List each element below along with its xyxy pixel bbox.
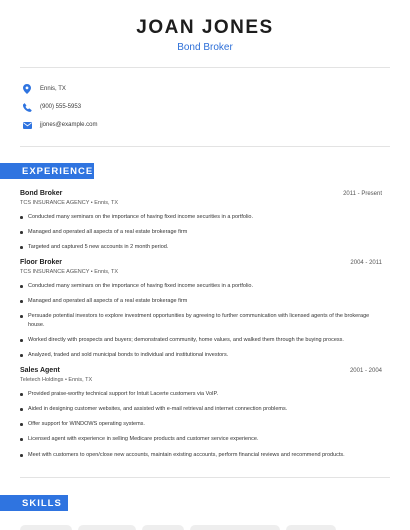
job-company-line — [20, 377, 92, 383]
map-pin-icon — [22, 84, 32, 94]
job-location: • Ennis, TX — [89, 200, 119, 206]
job-bullet: Aided in designing customer websites, and assisted with e-mail retrieval and internet connection problems. — [20, 405, 382, 414]
job-company: Teletech Holdings — [20, 377, 64, 383]
experience-divider — [20, 477, 390, 478]
job-company: TCS INSURANCE AGENCY — [20, 200, 90, 206]
job-bullet: Targeted and captured 5 new accounts in 2 month period. — [20, 243, 382, 252]
job-location: • Ennis, TX — [89, 269, 119, 275]
skill-pill — [142, 525, 184, 530]
job-bullet: Conducted many seminars on the importance of having fixed income securities in a portfolio. — [20, 282, 382, 291]
contact-phone-text: (900) 555-5953 — [40, 104, 82, 110]
job-dates: 2004 - 2011 — [350, 260, 382, 266]
skill-pill — [286, 525, 336, 530]
job-location: • Ennis, TX — [63, 377, 93, 383]
skill-pill — [20, 525, 72, 530]
job-bullet: Offer support for WINDOWS operating systems. — [20, 420, 382, 429]
contact-email-text: jjones@example.com — [40, 122, 98, 128]
job-company-line — [20, 200, 118, 206]
contact-email — [22, 118, 382, 132]
job-bullet: Conducted many seminars on the importance of having fixed income securities in a portfolio. — [20, 213, 382, 222]
phone-icon — [22, 102, 32, 112]
job-bullet: Managed and operated all aspects of a real estate brokerage firm — [20, 228, 382, 237]
contact-location-text: Ennis, TX — [40, 86, 66, 92]
header-divider — [20, 67, 390, 68]
job-bullet: Managed and operated all aspects of a real estate brokerage firm — [20, 297, 382, 306]
skill-pill — [78, 525, 136, 530]
job-bullet: Persuade potential investors to explore investment opportunities by agreeing to further communication with licensed agents of the brokerage house. — [20, 312, 382, 329]
contact-divider — [20, 146, 390, 147]
job-dates: 2001 - 2004 — [349, 368, 382, 374]
skill-pill — [190, 525, 280, 530]
job-title: Floor Broker — [20, 259, 63, 266]
job-title: Sales Agent — [20, 367, 60, 374]
candidate-name: JOAN JONES — [136, 17, 274, 38]
job-dates: 2011 - Present — [343, 191, 382, 197]
job-bullet: Analyzed, traded and sold municipal bonds to individual and institutional investors. — [20, 351, 382, 360]
contact-location — [22, 82, 382, 96]
job-bullet: Meet with customers to open/close new accounts, maintain existing accounts, perform financial reviews and recommend products. — [20, 451, 382, 460]
job-bullet: Licensed agent with experience in selling Medicare products and customer service experience. — [20, 435, 382, 444]
experience-heading: EXPERIENCE — [0, 163, 94, 179]
job-title: Bond Broker — [20, 190, 63, 197]
skills-heading: SKILLS — [0, 495, 68, 511]
job-company-line — [20, 269, 118, 275]
job-bullet: Provided praise-worthy technical support for Intuit Lacerte customers via VoIP. — [20, 390, 382, 399]
envelope-icon — [22, 120, 32, 130]
job-company: TCS INSURANCE AGENCY — [20, 269, 90, 275]
candidate-title: Bond Broker — [177, 42, 233, 53]
contact-phone — [22, 100, 382, 114]
job-bullet: Worked directly with prospects and buyers; demonstrated community, home values, and walked them through the buying process. — [20, 336, 382, 345]
